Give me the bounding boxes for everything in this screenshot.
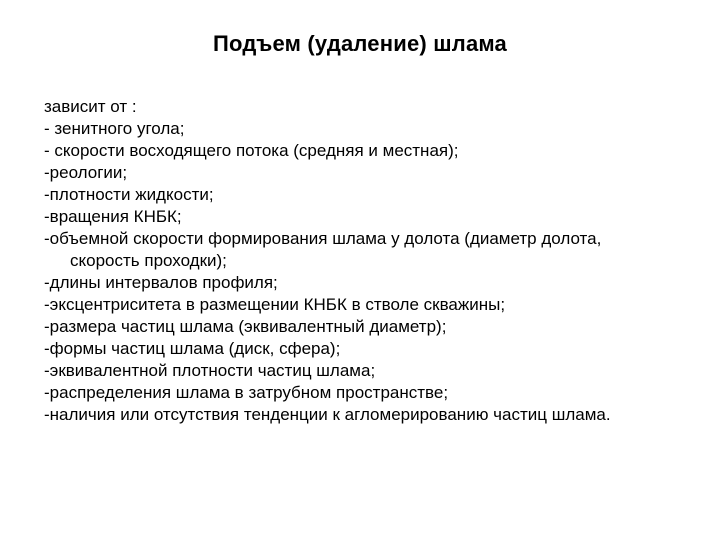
intro-text: зависит от : [44,97,137,116]
list-item: -наличия или отсутствия тенденции к агломерированию частиц шлама. [44,405,611,424]
list-item: -эквивалентной плотности частиц шлама; [44,361,376,380]
list-item: -эксцентриситета в размещении КНБК в стволе скважины; [44,295,506,314]
list-item: -распределения шлама в затрубном пространстве; [44,383,449,402]
factor-list [44,118,664,426]
list-item: - зенитного угола; [44,119,185,138]
slide-title: Подъем (удаление) шлама [213,31,507,56]
list-item: -вращения КНБК; [44,207,182,226]
list-item: -плотности жидкости; [44,185,214,204]
slide-body [44,96,664,426]
list-item: - скорости восходящего потока (средняя и местная); [44,141,459,160]
list-item: -размера частиц шлама (эквивалентный диаметр); [44,317,447,336]
list-item: -формы частиц шлама (диск, сфера); [44,339,341,358]
list-item: -реологии; [44,163,128,182]
list-item: -объемной скорости формирования шлама у долота (диаметр долота, скорость проходки); [44,229,602,270]
list-item: -длины интервалов профиля; [44,273,278,292]
